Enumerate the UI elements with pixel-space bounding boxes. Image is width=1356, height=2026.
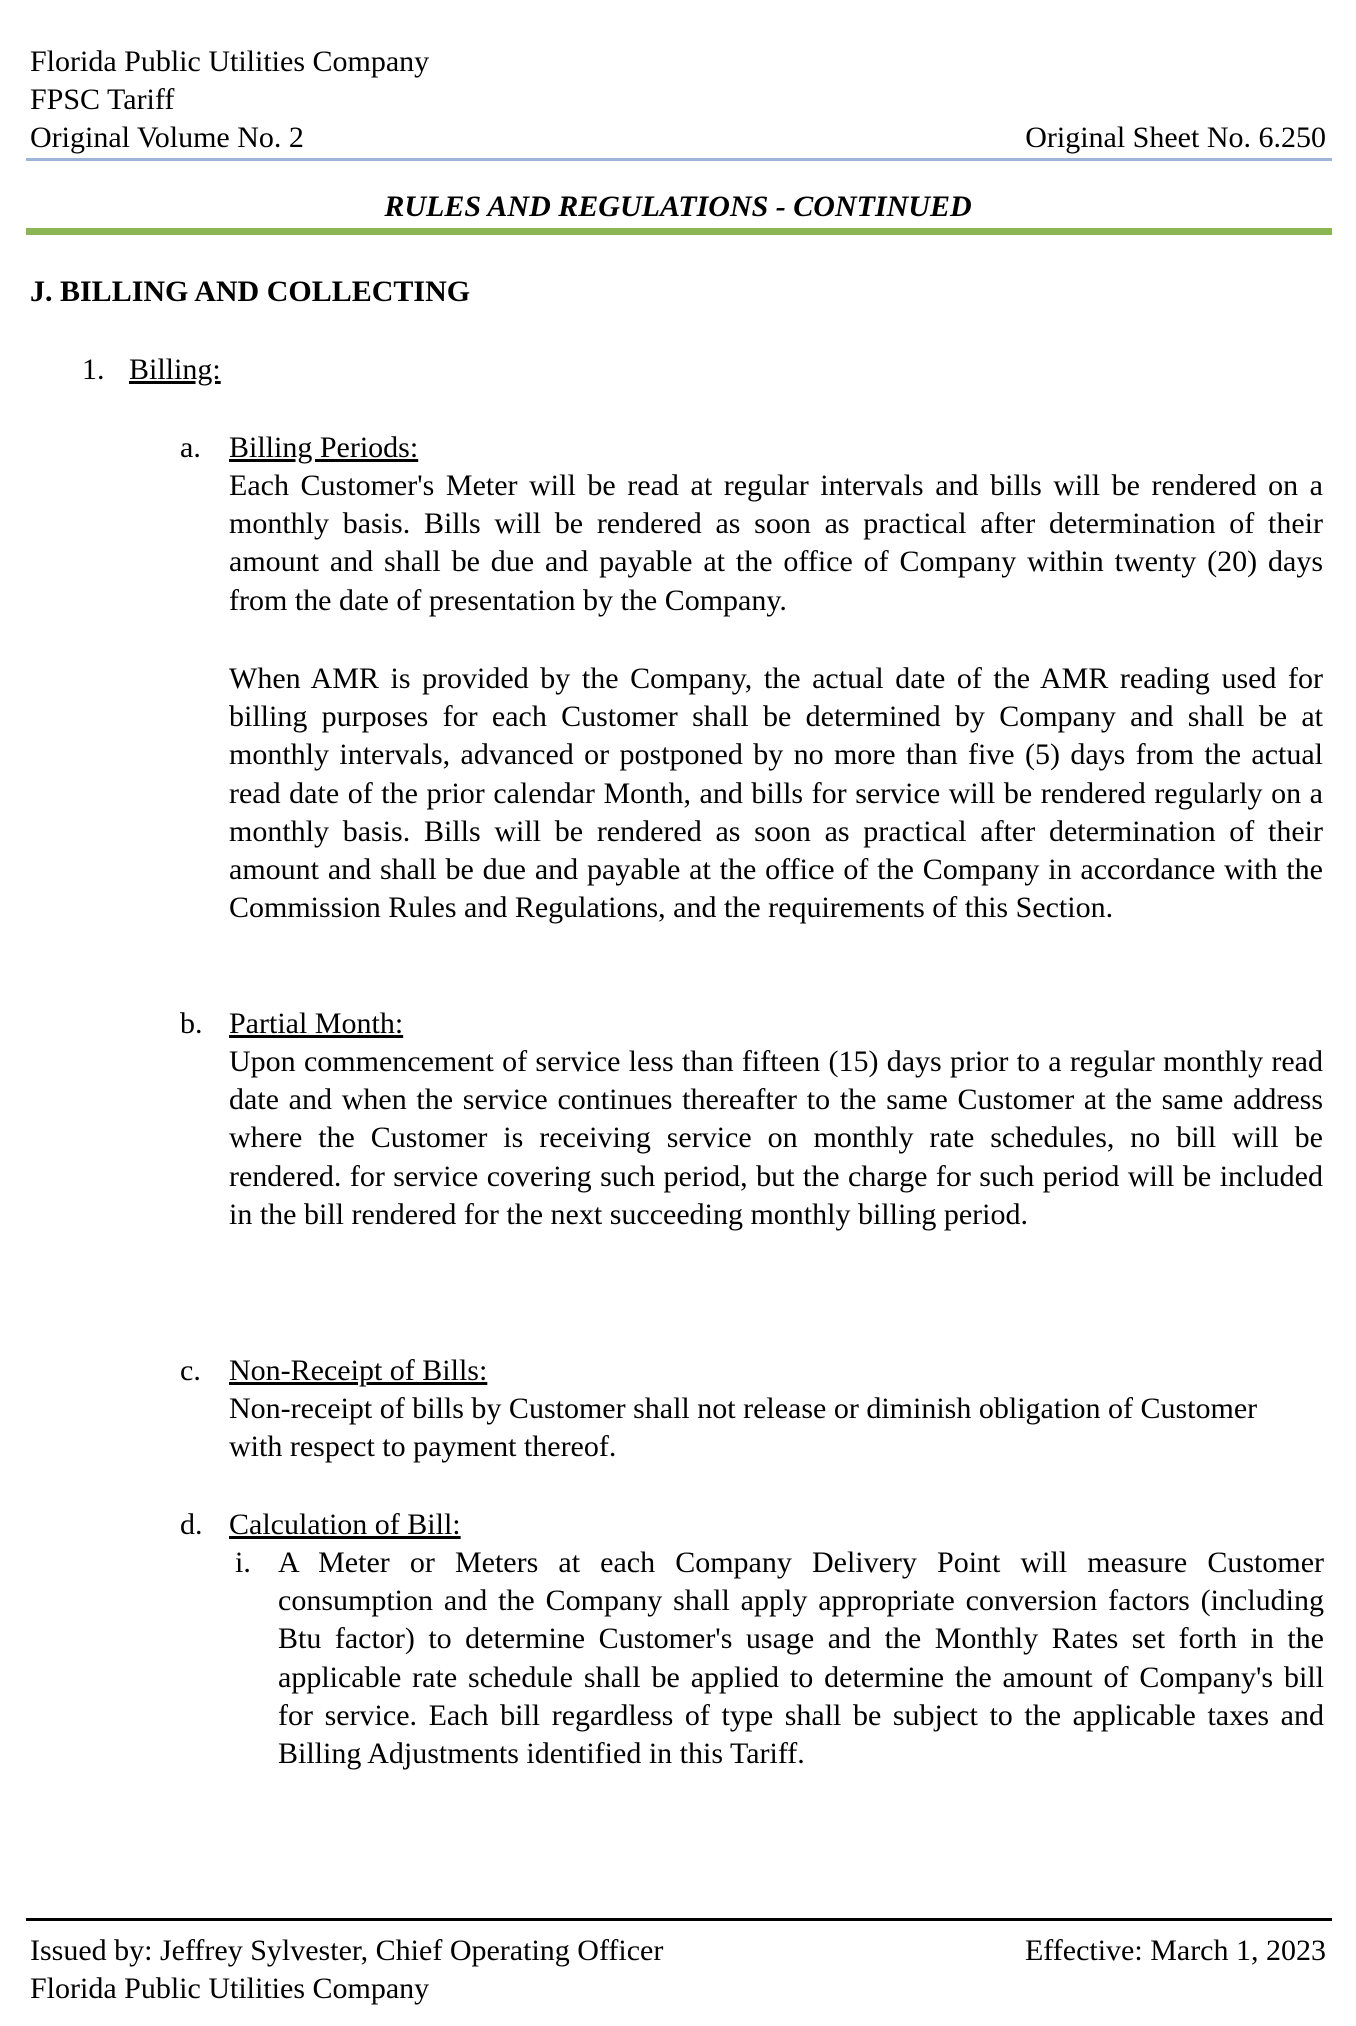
- item-a-marker: a.: [180, 431, 201, 464]
- footer-company: Florida Public Utilities Company: [30, 1972, 430, 2005]
- partial-month-paragraph: Upon commencement of service less than fifteen (15) days prior to a regular monthly read date and when the service continues thereafter to the same Customer at the same address where the Customer is receiving service on monthly rate schedules, no bill will be rendered. for service covering such period, but the charge for such period will be included in the bill rendered for the next succeeding monthly billing period.: [229, 1045, 1323, 1231]
- item-b-label: Partial Month:: [229, 1007, 404, 1040]
- header-divider: [26, 158, 1332, 161]
- item-b-marker: b.: [180, 1007, 203, 1040]
- billing-periods-paragraph-2: When AMR is provided by the Company, the actual date of the AMR reading used for billing purposes for each Customer shall be determined by Company and shall be at monthly intervals, advanced or postponed by no more than five (5) days from the actual read date of the prior calendar Month, and bills for service will be rendered regularly on a monthly basis. Bills will be rendered as soon as practical after determination of their amount and shall be due and payable at the office of the Company in accordance with the Commission Rules and Regulations, and the requirements of this Section.: [229, 662, 1323, 925]
- header-volume: Original Volume No. 2: [30, 121, 304, 154]
- billing-periods-paragraph-1: Each Customer's Meter will be read at regular intervals and bills will be rendered on a monthly basis. Bills will be rendered as soon as practical after determination of their amount and shall be due and payable at the office of Company within twenty (20) days from the date of presentation by the Company.: [229, 469, 1323, 617]
- item-a-label: Billing Periods:: [229, 431, 419, 464]
- header-company: Florida Public Utilities Company: [30, 45, 430, 78]
- item-c-label: Non-Receipt of Bills:: [229, 1354, 488, 1387]
- page-title: RULES AND REGULATIONS - CONTINUED: [384, 190, 972, 223]
- title-divider: [26, 228, 1332, 235]
- footer-issued-by: Issued by: Jeffrey Sylvester, Chief Operating Officer: [30, 1934, 664, 1967]
- footer-effective-date: Effective: March 1, 2023: [1024, 1934, 1326, 1967]
- non-receipt-paragraph: Non-receipt of bills by Customer shall not release or diminish obligation of Customer with respect to payment thereof.: [229, 1392, 1258, 1464]
- item-c-marker: c.: [180, 1354, 201, 1387]
- header-sheet-number: Original Sheet No. 6.250: [1025, 121, 1326, 154]
- section-heading: J. BILLING AND COLLECTING: [30, 275, 471, 308]
- item-d-i-marker: i.: [235, 1546, 251, 1579]
- item-d-marker: d.: [180, 1508, 203, 1541]
- footer-divider: [26, 1918, 1332, 1921]
- item-1-label: Billing:: [129, 353, 221, 386]
- calculation-of-bill-paragraph: A Meter or Meters at each Company Delivery Point will measure Customer consumption and the Company shall apply appropriate conversion factors (including Btu factor) to determine Customer's usage and the Monthly Rates set forth in the applicable rate schedule shall be applied to determine the amount of Company's bill for service. Each bill regardless of type shall be subject to the applicable taxes and Billing Adjustments identified in this Tariff.: [278, 1546, 1324, 1771]
- header-tariff: FPSC Tariff: [30, 83, 175, 116]
- item-d-label: Calculation of Bill:: [229, 1508, 461, 1541]
- item-1-number: 1.: [82, 353, 105, 386]
